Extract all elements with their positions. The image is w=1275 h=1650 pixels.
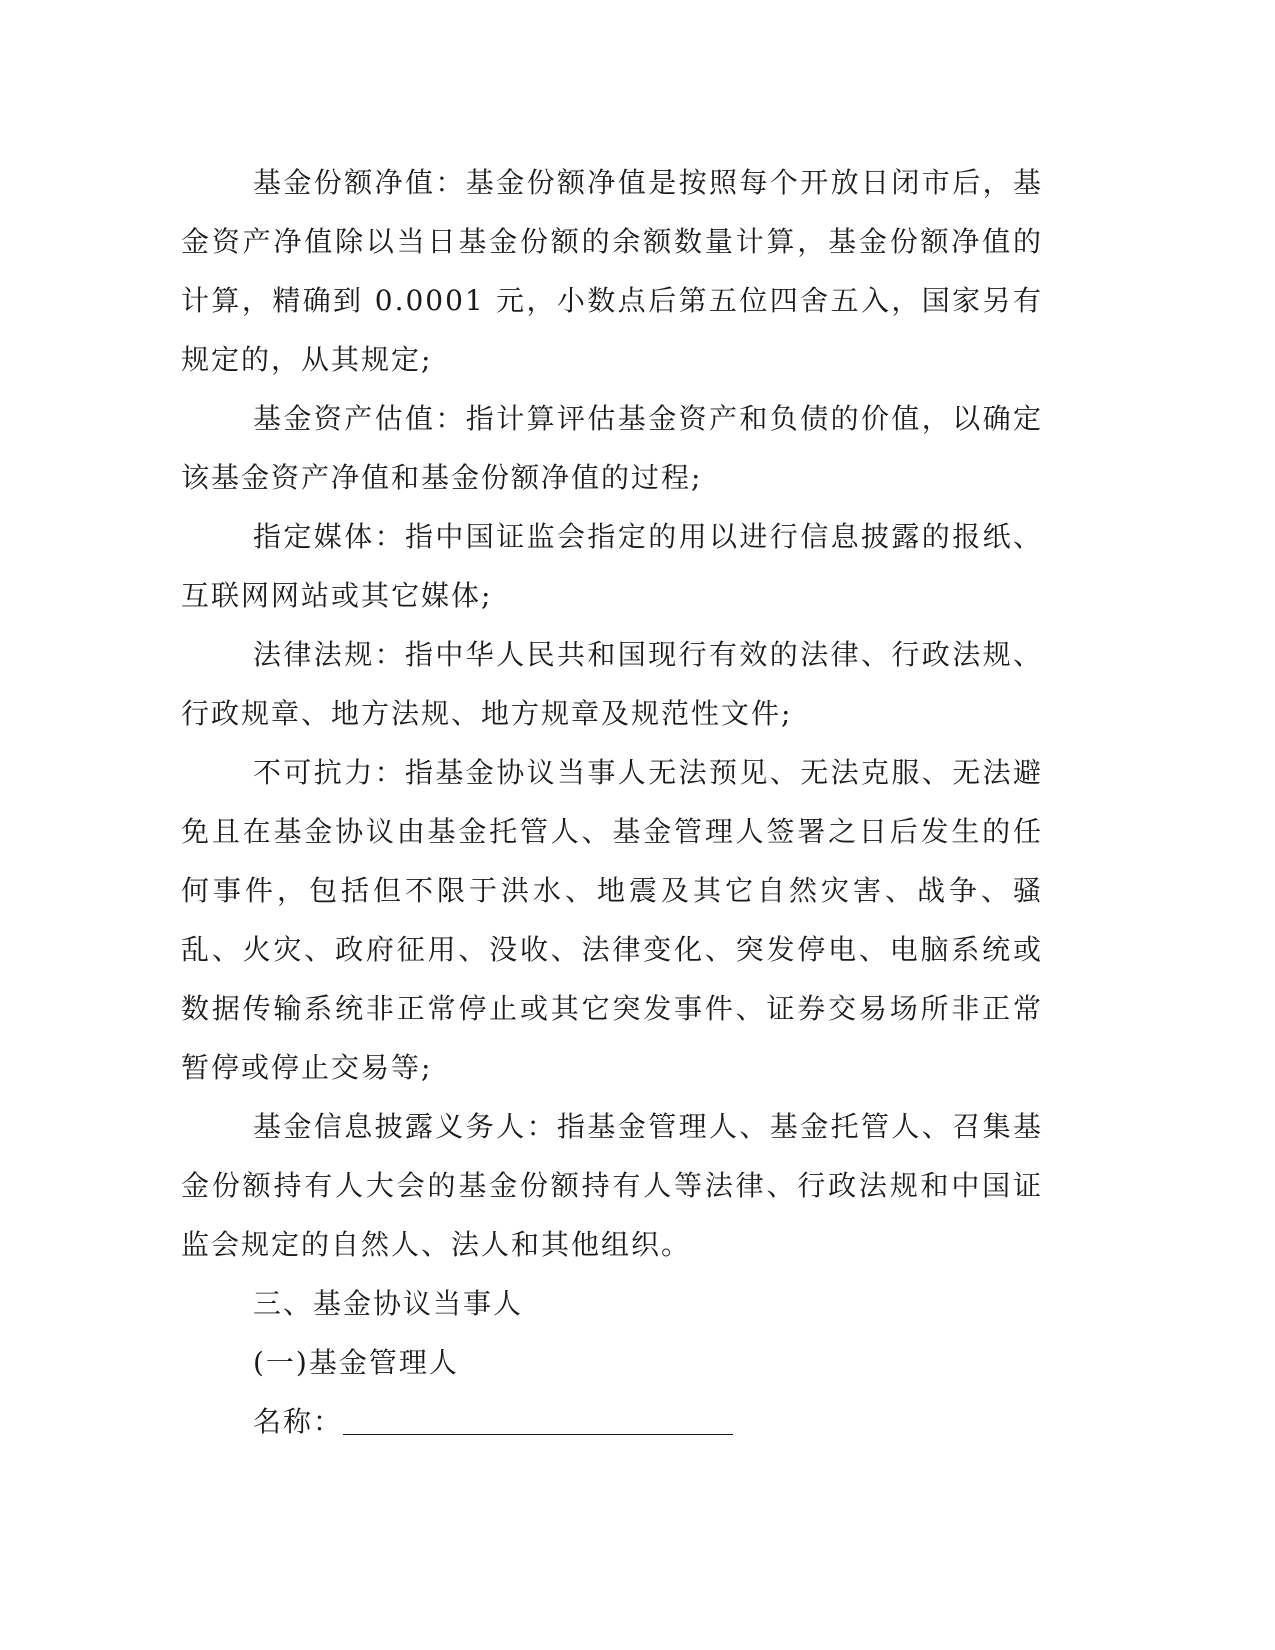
name-blank-line xyxy=(343,1404,733,1435)
name-label: 名称： xyxy=(253,1405,344,1438)
paragraph-valuation-definition: 基金资产估值：指计算评估基金资产和负债的价值，以确定该基金资产净值和基金份额净值的过程; xyxy=(181,402,1043,494)
name-field-row xyxy=(181,1392,1043,1451)
paragraph-disclosure-obligor: 基金信息披露义务人：指基金管理人、基金托管人、召集基金份额持有人大会的基金份额持有人等法律、行政法规和中国证监会规定的自然人、法人和其他组织。 xyxy=(181,1110,1043,1261)
paragraph-designated-media: 指定媒体：指中国证监会指定的用以进行信息披露的报纸、互联网网站或其它媒体; xyxy=(181,520,1043,612)
section-heading: 三、基金协议当事人 xyxy=(253,1287,524,1320)
document-page xyxy=(181,153,1043,1451)
paragraph-force-majeure: 不可抗力：指基金协议当事人无法预见、无法克服、无法避免且在基金协议由基金托管人、基金管理人签署之日后发生的任何事件，包括但不限于洪水、地震及其它自然灾害、战争、骚乱、火灾、政府征用、没收、法律变化、突发停电、电脑系统或数据传输系统非正常停止或其它突发事件、证券交易场所非正常暂停或停止交易等; xyxy=(181,756,1043,1084)
paragraph-laws-regulations: 法律法规：指中华人民共和国现行有效的法律、行政法规、行政规章、地方法规、地方规章及规范性文件; xyxy=(181,638,1043,730)
paragraph-nav-definition: 基金份额净值：基金份额净值是按照每个开放日闭市后，基金资产净值除以当日基金份额的余额数量计算，基金份额净值的计算，精确到 0.0001 元，小数点后第五位四舍五入，国家另有规定的，从其规定; xyxy=(181,166,1043,376)
subsection-heading: (一)基金管理人 xyxy=(253,1346,459,1379)
